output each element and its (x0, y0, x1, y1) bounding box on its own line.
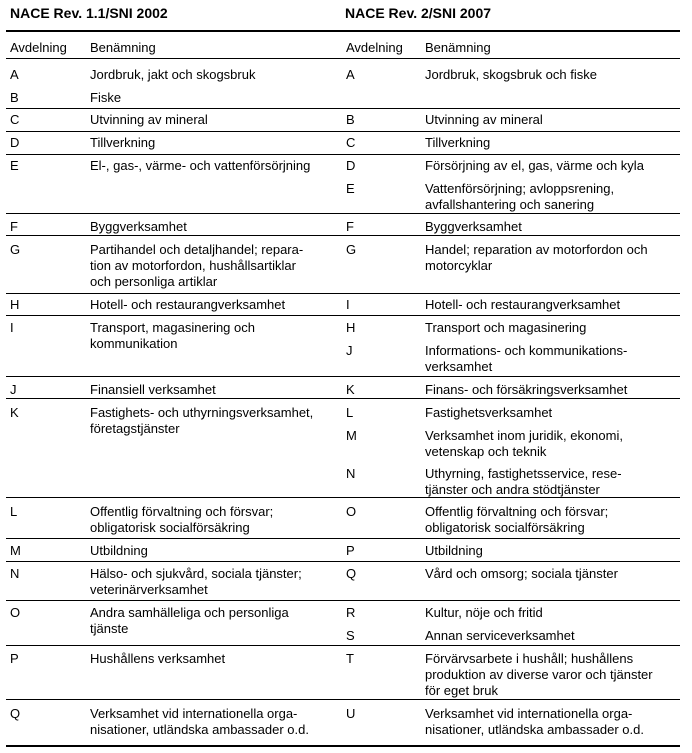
left-section-code: Q (10, 706, 21, 721)
right-section-code: L (346, 405, 354, 420)
right-section-name: Försörjning av el, gas, värme och kyla (425, 158, 644, 173)
right-section-code: H (346, 320, 356, 335)
bottom-rule (6, 745, 680, 747)
row-separator (6, 600, 680, 601)
left-section-code: P (10, 651, 19, 666)
left-section-code: A (10, 67, 19, 82)
right-section-name: Utvinning av mineral (425, 112, 543, 127)
left-section-code: D (10, 135, 20, 150)
left-section-name: Tillverkning (90, 135, 156, 150)
row-separator (6, 154, 680, 155)
header-rule (6, 58, 680, 59)
left-section-code: G (10, 242, 21, 257)
right-section-name: Förvärvsarbete i hushåll; hushållens produktion av diverse varor och tjänster för eget bruk (425, 651, 653, 698)
right-section-name: Uthyrning, fastighetsservice, rese- tjänster och andra stödtjänster (425, 466, 622, 497)
right-section-name: Transport och magasinering (425, 320, 587, 335)
right-section-name: Vård och omsorg; sociala tjänster (425, 566, 618, 581)
left-section-name: Finansiell verksamhet (90, 382, 216, 397)
row-separator (6, 376, 680, 377)
row-separator (6, 315, 680, 316)
right-section-code: F (346, 219, 354, 234)
right-section-name: Informations- och kommunikations- verksamhet (425, 343, 628, 374)
left-section-code: N (10, 566, 20, 581)
right-section-code: E (346, 181, 355, 196)
right-section-name: Jordbruk, skogsbruk och fiske (425, 67, 597, 82)
left-section-name: Partihandel och detaljhandel; repara- tion av motorfordon, hushållsartiklar och personliga artiklar (90, 242, 304, 289)
right-section-code: B (346, 112, 355, 127)
left-section-name: Utvinning av mineral (90, 112, 208, 127)
right-section-code: P (346, 543, 355, 558)
left-section-code: J (10, 382, 17, 397)
right-section-name: Kultur, nöje och fritid (425, 605, 543, 620)
left-section-code: L (10, 504, 18, 519)
left-section-code: E (10, 158, 19, 173)
right-section-code: I (346, 297, 350, 312)
right-section-name: Verksamhet vid internationella orga- nisationer, utländska ambassader o.d. (425, 706, 644, 737)
left-section-name: Transport, magasinering och kommunikation (90, 320, 255, 351)
left-section-name: Hotell- och restaurangverksamhet (90, 297, 286, 312)
row-separator (6, 213, 680, 214)
row-separator (6, 131, 680, 132)
left-section-name: Jordbruk, jakt och skogsbruk (90, 67, 256, 82)
right-section-code: D (346, 158, 356, 173)
row-separator (6, 293, 680, 294)
right-section-code: R (346, 605, 356, 620)
right-section-name: Utbildning (425, 543, 483, 558)
right-section-name: Vattenförsörjning; avloppsrening, avfallshantering och sanering (425, 181, 615, 212)
right-section-code: A (346, 67, 355, 82)
right-section-code: J (346, 343, 353, 358)
left-section-code: I (10, 320, 14, 335)
row-separator (6, 538, 680, 539)
right-section-code: T (346, 651, 354, 666)
right-section-code: G (346, 242, 357, 257)
right-section-name: Tillverkning (425, 135, 491, 150)
row-separator (6, 645, 680, 646)
right-section-code: U (346, 706, 356, 721)
left-section-code: H (10, 297, 20, 312)
left-section-name: Offentlig förvaltning och försvar; obligatorisk socialförsäkring (90, 504, 274, 535)
right-section-name: Byggverksamhet (425, 219, 522, 234)
right-section-code: K (346, 382, 355, 397)
row-separator (6, 699, 680, 700)
left-section-name: Byggverksamhet (90, 219, 187, 234)
left-section-code: C (10, 112, 20, 127)
left-section-code: O (10, 605, 21, 620)
left-section-code: M (10, 543, 21, 558)
left-section-name: El-, gas-, värme- och vattenförsörjning (90, 158, 311, 173)
left-table-title: NACE Rev. 1.1/SNI 2002 (10, 5, 168, 21)
left-section-name: Fastighets- och uthyrningsverksamhet, företagstjänster (90, 405, 314, 436)
left-section-code: F (10, 219, 18, 234)
right-section-name: Hotell- och restaurangverksamhet (425, 297, 621, 312)
right-section-code: Q (346, 566, 357, 581)
left-section-code: K (10, 405, 19, 420)
right-section-name: Handel; reparation av motorfordon och motorcyklar (425, 242, 648, 273)
row-separator (6, 561, 680, 562)
right-section-code: C (346, 135, 356, 150)
right-section-code: O (346, 504, 357, 519)
right-section-name: Fastighetsverksamhet (425, 405, 553, 420)
top-rule (6, 30, 680, 32)
row-separator (6, 497, 680, 498)
left-section-name: Hushållens verksamhet (90, 651, 226, 666)
right-section-code: M (346, 428, 357, 443)
right-section-name: Finans- och försäkringsverksamhet (425, 382, 628, 397)
right-code-header: Avdelning (346, 40, 403, 55)
row-separator (6, 398, 680, 399)
right-section-name: Annan serviceverksamhet (425, 628, 575, 643)
right-section-name: Offentlig förvaltning och försvar; obligatorisk socialförsäkring (425, 504, 609, 535)
row-separator (6, 108, 680, 109)
left-section-name: Fiske (90, 90, 122, 105)
right-table-title: NACE Rev. 2/SNI 2007 (345, 5, 492, 21)
left-name-header: Benämning (90, 40, 156, 55)
left-section-name: Andra samhälleliga och personliga tjänste (90, 605, 289, 636)
left-section-name: Hälso- och sjukvård, sociala tjänster; veterinärverksamhet (90, 566, 302, 597)
left-section-name: Verksamhet vid internationella orga- nisationer, utländska ambassader o.d. (90, 706, 309, 737)
right-section-code: S (346, 628, 355, 643)
left-section-name: Utbildning (90, 543, 148, 558)
right-name-header: Benämning (425, 40, 491, 55)
left-section-code: B (10, 90, 19, 105)
row-separator (6, 235, 680, 236)
right-section-name: Verksamhet inom juridik, ekonomi, vetenskap och teknik (425, 428, 623, 459)
left-code-header: Avdelning (10, 40, 67, 55)
right-section-code: N (346, 466, 356, 481)
